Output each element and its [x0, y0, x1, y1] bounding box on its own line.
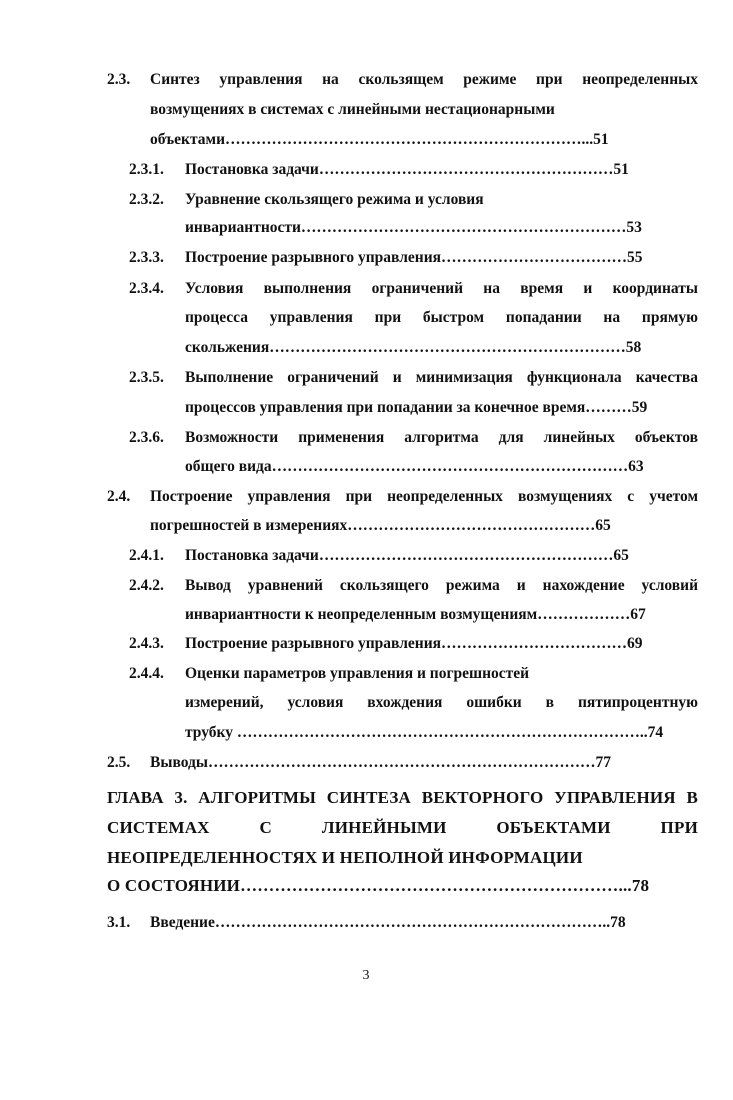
chapter-heading: СИСТЕМАХ С ЛИНЕЙНЫМИ ОБЪЕКТАМИ ПРИ: [107, 818, 698, 837]
toc-title: процесса управления при быстром попадании на прямую: [185, 309, 698, 326]
toc-title-leader: Построение разрывного управления………………………………69: [185, 635, 643, 652]
toc-title: Построение управления при неопределенных возмущениях с учетом: [150, 488, 698, 505]
toc-number: 2.3.: [107, 71, 131, 88]
toc-title-leader: процессов управления при попадании за конечное время………59: [185, 399, 648, 416]
page-number: 3: [362, 968, 370, 983]
chapter-heading: ГЛАВА 3. АЛГОРИТМЫ СИНТЕЗА ВЕКТОРНОГО УПРАВЛЕНИЯ В: [107, 788, 698, 807]
toc-title-leader: Введение…………………………………………………………………..78: [150, 914, 626, 931]
toc-title: Оценки параметров управления и погрешностей: [185, 665, 530, 682]
toc-title-leader: инвариантности………………………………………………………53: [185, 219, 642, 236]
toc-number: 2.3.5.: [129, 369, 164, 386]
toc-title-leader: объектами……………………………………………………………...51: [150, 131, 609, 148]
toc-title-leader: Постановка задачи…………………………………………………51: [185, 161, 629, 178]
toc-title: Возможности применения алгоритма для линейных объектов: [185, 429, 698, 446]
toc-title-leader: Построение разрывного управления………………………………55: [185, 249, 643, 266]
toc-number: 2.3.6.: [129, 429, 164, 446]
toc-title-leader: инвариантности к неопределенным возмущениям………………67: [185, 606, 646, 623]
toc-number: 2.4.: [107, 488, 131, 505]
toc-number: 2.4.3.: [129, 635, 164, 652]
toc-title-leader: скольжения……………………………………………………………58: [185, 339, 642, 356]
toc-number: 3.1.: [107, 914, 131, 931]
toc-title-leader: погрешностей в измерениях…………………………………………65: [150, 517, 611, 534]
toc-number: 2.4.4.: [129, 665, 164, 682]
toc-title: измерений, условия вхождения ошибки в пятипроцентную: [185, 694, 698, 711]
toc-title-leader: трубку ……………………………………………………………………..74: [185, 724, 664, 741]
toc-number: 2.5.: [107, 754, 131, 771]
toc-title: Синтез управления на скользящем режиме при неопределенных: [150, 71, 698, 88]
toc-title: Вывод уравнений скользящего режима и нахождение условий: [185, 577, 698, 594]
toc-number: 2.4.2.: [129, 577, 164, 594]
toc-number: 2.3.3.: [129, 249, 164, 266]
toc-number: 2.3.4.: [129, 280, 164, 297]
toc-title: Выполнение ограничений и минимизация функционала качества: [185, 369, 698, 386]
toc-title-leader: Выводы…………………………………………………………………77: [150, 754, 611, 771]
toc-number: 2.3.1.: [129, 161, 164, 178]
toc-number: 2.3.2.: [129, 191, 164, 208]
toc-title: Уравнение скользящего режима и условия: [185, 191, 484, 208]
chapter-heading: НЕОПРЕДЕЛЕННОСТЯХ И НЕПОЛНОЙ ИНФОРМАЦИИ: [107, 848, 583, 867]
toc-title-leader: общего вида……………………………………………………………63: [185, 458, 644, 475]
toc-title: возмущениях в системах с линейными нестационарными: [150, 101, 555, 118]
toc-title-leader: Постановка задачи…………………………………………………65: [185, 547, 629, 564]
toc-title: Условия выполнения ограничений на время и координаты: [185, 280, 698, 297]
chapter-heading-leader: О СОСТОЯНИИ…………………………………………………………...78: [107, 876, 650, 895]
toc-number: 2.4.1.: [129, 547, 164, 564]
